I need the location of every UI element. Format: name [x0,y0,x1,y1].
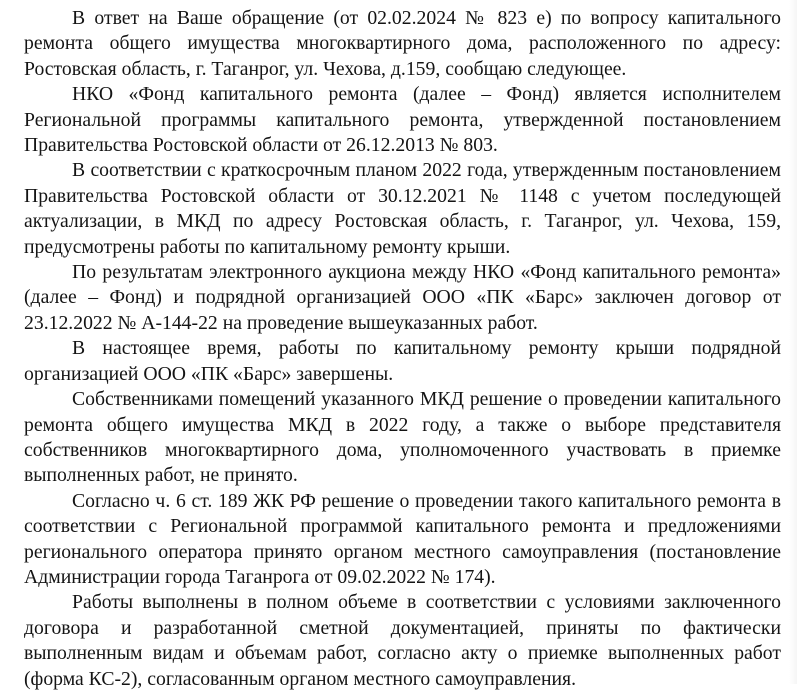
scan-edge [789,0,797,684]
paragraph-fund-role: НКО «Фонд капитального ремонта (далее – Фонд) является исполнителем Региональной программы капитального ремонта, утвержденной постановлением Правительства Ростовской области от 26.12.2013 № 803. [24,83,781,157]
paragraph-short-term-plan: В соответствии с краткосрочным планом 2022 года, утвержденным постановлением Правительства Ростовской области от 30.12.2021 № 1148 с учетом последующей актуализации, в МКД по адресу Ростовская область, г. Таганрог, ул. Чехова, 159, предусмотрены работы по капитальному ремонту крыши. [24,159,781,258]
paragraph-works-completed: В настоящее время, работы по капитальному ремонту крыши подрядной организацией ООО «ПК «Барс» завершены. [24,337,781,385]
paragraph-auction-contract: По результатам электронного аукциона между НКО «Фонд капитального ремонта» (далее – Фонд) и подрядной организацией ООО «ПК «Барс» заключен договор от 23.12.2022 № А-144-22 на проведение вышеуказанных работ. [24,261,781,334]
letter-body [24,6,781,692]
paragraph-owners-decision: Собственниками помещений указанного МКД решение о проведении капитального ремонта общего имущества МКД в 2022 году, а также о выборе представителя собственников многоквартирного дома, уполномоченного участвовать в приемке выполненных работ, не принято. [24,388,781,487]
paragraph-acceptance: Работы выполнены в полном объеме в соответствии с условиями заключенного договора и разработанной сметной документацией, приняты по фактически выполненным видам и объемам работ, согласно акту о приемке выполненных работ (форма КС-2), согласованным органом местного самоуправления. [24,591,781,690]
paragraph-appeal-reply: В ответ на Ваше обращение (от 02.02.2024 № 823 е) по вопросу капитального ремонта общего имущества многоквартирного дома, расположенного по адресу: Ростовская область, г. Таганрог, ул. Чехова, д.159, сообщаю следующее. [24,7,781,80]
paragraph-housing-code: Согласно ч. 6 ст. 189 ЖК РФ решение о проведении такого капитального ремонта в соответствии с Региональной программой капитального ремонта и предложениями регионального оператора принято органом местного самоуправления (постановление Администрации города Таганрога от 09.02.2022 № 174). [24,489,781,588]
